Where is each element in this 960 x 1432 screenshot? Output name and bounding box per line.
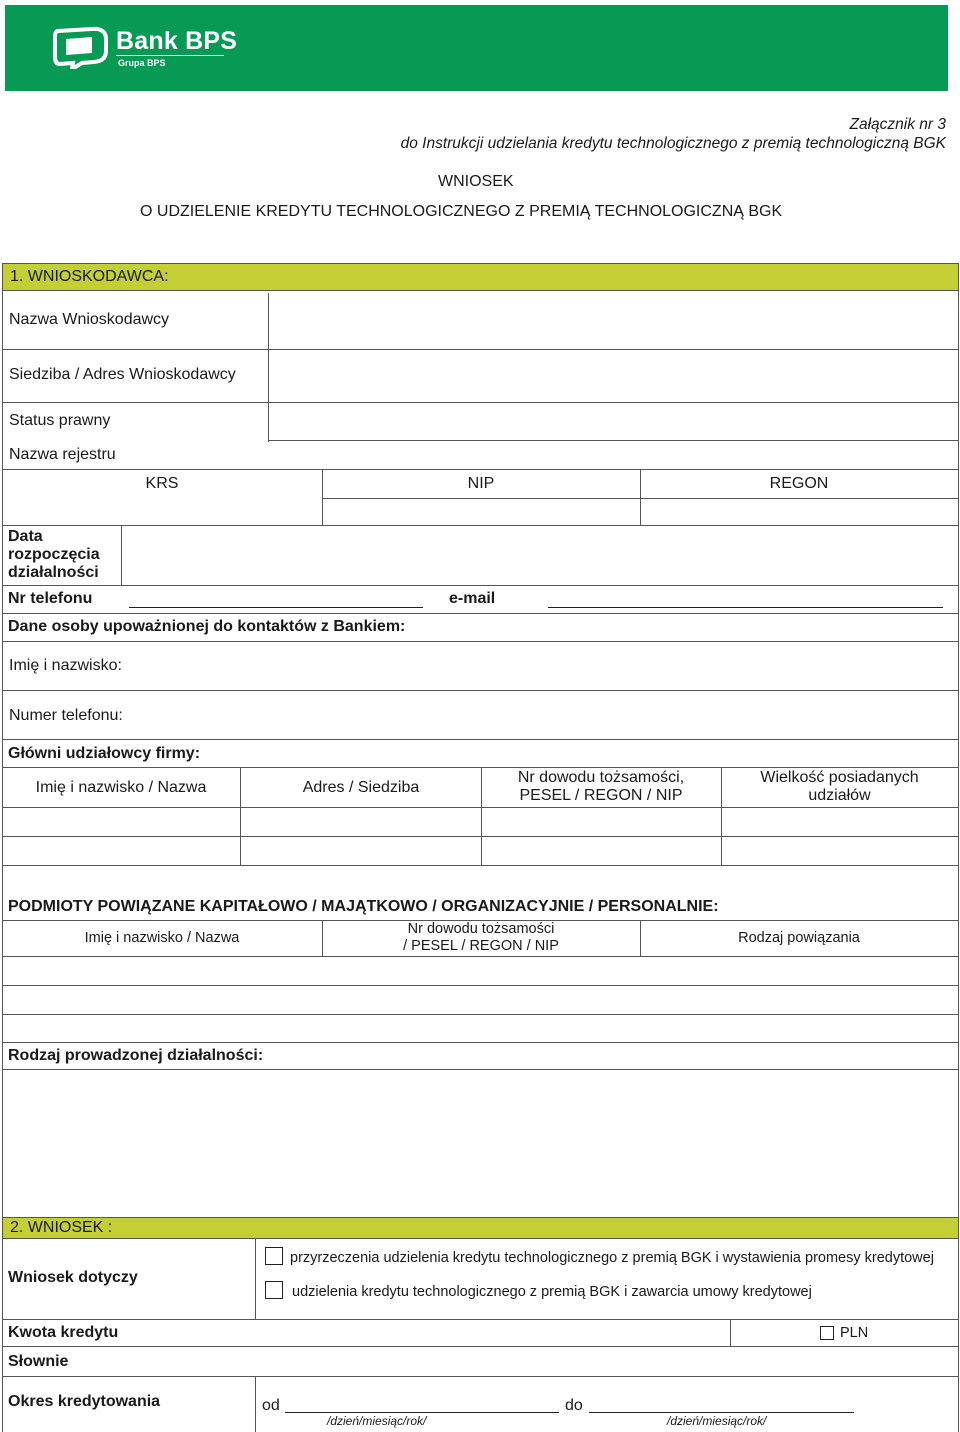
col-divider	[255, 1239, 256, 1319]
period-from-field[interactable]	[285, 1412, 559, 1413]
shareholder-row[interactable]	[3, 808, 958, 835]
section2-heading: 2. WNIOSEK :	[2, 1217, 959, 1239]
start-date-field[interactable]	[123, 527, 957, 583]
period-to-field[interactable]	[589, 1412, 854, 1413]
row-divider	[2, 690, 959, 691]
attachment-reference: do Instrukcji udzielania kredytu technologicznego z premią technologiczną BGK	[400, 135, 946, 152]
label-column-divider	[268, 293, 269, 442]
period-from-label: od	[262, 1397, 280, 1414]
related-entities-heading: PODMIOTY POWIĄZANE KAPITAŁOWO / MAJĄTKOWO / ORGANIZACYJNIE / PERSONALNIE:	[8, 898, 719, 915]
logo-divider	[116, 55, 224, 56]
table-left-border	[2, 1239, 3, 1432]
shareholder-row[interactable]	[3, 837, 958, 864]
col-divider	[640, 920, 641, 956]
row-divider	[2, 1376, 959, 1377]
regon-field[interactable]	[641, 499, 957, 524]
credit-period-label: Okres kredytowania	[8, 1393, 161, 1410]
registry-name-field[interactable]	[270, 441, 957, 468]
row-divider	[2, 525, 959, 526]
legal-status-field[interactable]	[270, 403, 957, 439]
bank-name: Bank BPS	[116, 27, 238, 55]
option-credit-label: udzielenia kredytu technologicznego z premią BGK i zawarcia umowy kredytowej	[292, 1284, 812, 1300]
col-divider	[322, 920, 323, 956]
shareholder-col-shares: Wielkość posiadanych udziałów	[760, 769, 919, 804]
attachment-number: Załącznik nr 3	[849, 116, 946, 133]
table-right-border	[958, 1239, 959, 1432]
registry-name-label: Nazwa rejestru	[9, 446, 116, 463]
shareholder-col-address: Adres / Siedziba	[302, 779, 420, 796]
nip-label: NIP	[467, 475, 495, 492]
related-entity-row[interactable]	[3, 957, 958, 984]
contact-phone-label: Numer telefonu:	[9, 707, 123, 724]
related-entity-row[interactable]	[3, 1015, 958, 1041]
contact-phone-field[interactable]	[140, 692, 955, 737]
option-promise-label: przyrzeczenia udzielenia kredytu technologicznego z premią BGK i wystawienia promesy kredytowej	[290, 1250, 934, 1266]
row-divider	[2, 865, 959, 866]
applicant-address-field[interactable]	[270, 350, 957, 401]
credit-amount-label: Kwota kredytu	[8, 1324, 119, 1341]
krs-label: KRS	[145, 475, 179, 492]
row-divider	[2, 585, 959, 586]
credit-amount-field[interactable]	[130, 1320, 728, 1345]
shareholder-col-name: Imię i nazwisko / Nazwa	[35, 779, 207, 796]
contact-name-label: Imię i nazwisko:	[9, 657, 122, 674]
activity-type-field[interactable]	[3, 1070, 958, 1215]
section1-heading: 1. WNIOSKODAWCA:	[2, 263, 959, 291]
table-right-border	[958, 291, 959, 1220]
option-promise-checkbox[interactable]	[265, 1247, 283, 1265]
col-divider	[121, 525, 122, 585]
amount-in-words-field[interactable]	[90, 1347, 956, 1375]
row-divider	[2, 739, 959, 740]
period-to-label: do	[565, 1397, 583, 1414]
form-title: WNIOSEK	[438, 173, 514, 190]
related-col-name: Imię i nazwisko / Nazwa	[84, 930, 240, 946]
shareholder-col-id: Nr dowodu tożsamości, PESEL / REGON / NIP	[517, 769, 685, 804]
col-divider	[730, 1319, 731, 1346]
currency-pln-label: PLN	[840, 1325, 869, 1341]
start-date-label: Data rozpoczęcia działalności	[8, 528, 100, 581]
nip-field[interactable]	[323, 499, 639, 524]
amount-in-words-label: Słownie	[8, 1353, 69, 1370]
form-subtitle: O UDZIELENIE KREDYTU TECHNOLOGICZNEGO Z PREMIĄ TECHNOLOGICZNĄ BGK	[140, 203, 783, 220]
applicant-address-label: Siedziba / Adres Wnioskodawcy	[9, 366, 236, 383]
related-col-id: Nr dowodu tożsamości / PESEL / REGON / NIP	[403, 921, 559, 954]
regon-label: REGON	[769, 475, 829, 492]
contact-person-heading: Dane osoby upoważnionej do kontaktów z Bankiem:	[8, 618, 406, 635]
group-name: Grupa BPS	[118, 58, 166, 68]
bank-logo-icon	[52, 25, 110, 69]
related-entity-row[interactable]	[3, 986, 958, 1013]
row-divider	[2, 469, 959, 470]
related-col-type: Rodzaj powiązania	[738, 930, 860, 946]
activity-type-heading: Rodzaj prowadzonej działalności:	[8, 1047, 264, 1064]
email-label: e-mail	[449, 590, 496, 607]
period-from-hint: /dzień/miesiąc/rok/	[327, 1414, 427, 1428]
period-to-hint: /dzień/miesiąc/rok/	[667, 1414, 767, 1428]
applicant-name-label: Nazwa Wnioskodawcy	[9, 311, 170, 328]
request-subject-label: Wniosek dotyczy	[8, 1269, 138, 1286]
row-divider	[2, 1042, 959, 1043]
contact-name-field[interactable]	[140, 643, 955, 688]
email-field[interactable]	[548, 607, 943, 608]
row-divider	[2, 641, 959, 642]
shareholders-heading: Główni udziałowcy firmy:	[8, 745, 201, 762]
col-divider	[255, 1376, 256, 1432]
currency-pln-checkbox[interactable]	[820, 1326, 834, 1340]
phone-label: Nr telefonu	[8, 590, 93, 607]
applicant-name-field[interactable]	[270, 293, 957, 348]
phone-field[interactable]	[129, 607, 423, 608]
legal-status-label: Status prawny	[9, 412, 111, 429]
row-divider	[2, 613, 959, 614]
option-credit-checkbox[interactable]	[265, 1281, 283, 1299]
